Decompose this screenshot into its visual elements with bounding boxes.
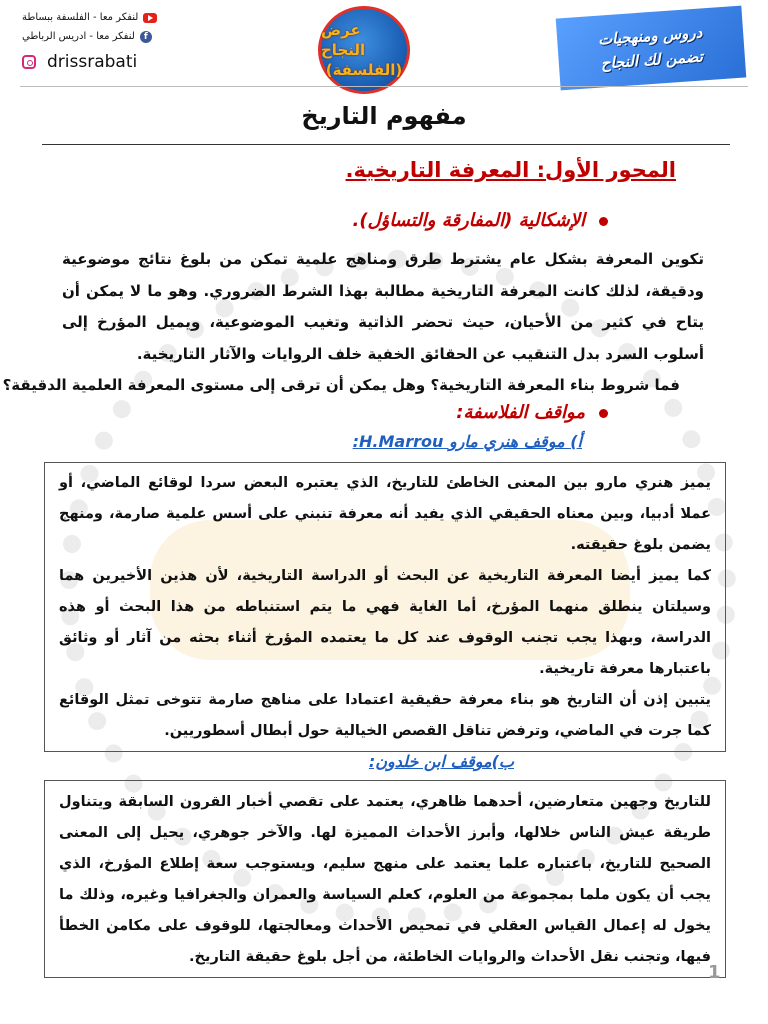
social-links	[22, 8, 222, 74]
marrou-box	[44, 462, 726, 752]
problem-paragraph: تكوين المعرفة بشكل عام يشترط طرق ومناهج علمية تمكن من بلوغ نتائج موضوعية ودقيقة، لذلك كانت المعرفة التاريخية مطالبة بهذا الشرط الضروري. وهو ما لا يمكن أن يتاح في كثير من الأحيان، حيث تحضر الذاتية وتغيب الموضوعية، ويميل المؤرخ إلى أسلوب السرد بدل التنقيب عن الحقائق الخفية خلف الروايات والآثار التاريخية.	[62, 250, 704, 363]
page-title: مفهوم التاريخ	[301, 102, 467, 130]
philosophers-heading: مواقف الفلاسفة:	[456, 402, 608, 423]
instagram-icon	[22, 55, 36, 69]
bullet-dot-icon	[599, 217, 608, 226]
problem-question: فما شروط بناء المعرفة التاريخية؟ وهل يمكن أن ترقى إلى مستوى المعرفة العلمية الدقيقة؟	[2, 376, 680, 394]
page-number: 1	[708, 962, 721, 983]
axis-title: المحور الأول: المعرفة التاريخية.	[345, 158, 676, 182]
success-badge-logo: عرض النجاح (الفلسفة)	[318, 6, 410, 94]
bullet-dot-icon	[599, 409, 608, 418]
facebook-link[interactable]: f لنفكر معا - ادريس الرباطي	[22, 27, 222, 46]
marrou-title: أ) موقف هنري مارو H.Marrou:	[352, 432, 582, 451]
marrou-paragraph-1: يميز هنري مارو بين المعنى الخاطئ للتاريخ، الذي يعتبره البعض سردا لوقائع الماضي، أو عملا أدبيا، وبين معناه الحقيقي الذي يفيد أنه معرفة تنبني على أسس علمية صارمة، ومنهج يضمن بلوغ حقيقته.	[59, 475, 711, 553]
instagram-link[interactable]: drissrabati	[22, 50, 222, 74]
khaldun-paragraph: للتاريخ وجهين متعارضين، أحدهما ظاهري، يعتمد على تقصي أخبار القرون السابقة ويتناول طريقة عيش الناس خلالها، وأبرز الأحداث المميزة لها. والآخر جوهري، يحيل إلى المعنى الصحيح للتاريخ، باعتباره علما يعتمد على منهج سليم، ويستوجب سعة إطلاع المؤرخ، الذي يجب أن يكون ملما بمجموعة من العلوم، كعلم السياسة والعمران والجغرافيا وغيره، وذلك ما يخول له إعمال القياس العقلي في تمحيص الأحداث ومعالجتها، للوقوف على مكامن الخطأ فيها، وتجنب نقل الأحداث والروايات الخاطئة، من أجل بلوغ حقيقة التاريخ.	[59, 794, 711, 965]
youtube-link[interactable]: لنفكر معا - الفلسفة ببساطة	[22, 8, 222, 27]
marrou-paragraph-3: يتبين إذن أن التاريخ هو بناء معرفة حقيقية اعتمادا على مناهج صارمة تتوخى تمثل الوقائع كما جرت في الماضي، وترفض تناقل القصص الخيالية حول أبطال أسطوريين.	[59, 692, 711, 739]
lessons-ribbon-banner: دروس ومنهجيات تضمن لك النجاح	[556, 6, 747, 91]
problem-heading: الإشكالية (المفارقة والتساؤل).	[352, 210, 608, 231]
khaldun-box	[44, 780, 726, 978]
youtube-icon	[143, 13, 157, 23]
title-underline	[42, 144, 730, 145]
khaldun-title: ب)موقف ابن خلدون:	[368, 752, 514, 771]
header-divider	[20, 86, 748, 87]
facebook-icon: f	[140, 31, 152, 43]
marrou-paragraph-2: كما يميز أيضا المعرفة التاريخية عن البحث أو الدراسة التاريخية، لأن هذين الأخيرين هما وسيلتان ينطلق منهما المؤرخ، أما الغاية فهي ما يتم استنباطه من هذا البحث أو هذه الدراسة، وبهذا يجب تجنب الوقوف عند كل ما يعتمده المؤرخ أثناء بحثه من آثار أو وثائق باعتبارها معرفة تاريخية.	[59, 568, 711, 677]
